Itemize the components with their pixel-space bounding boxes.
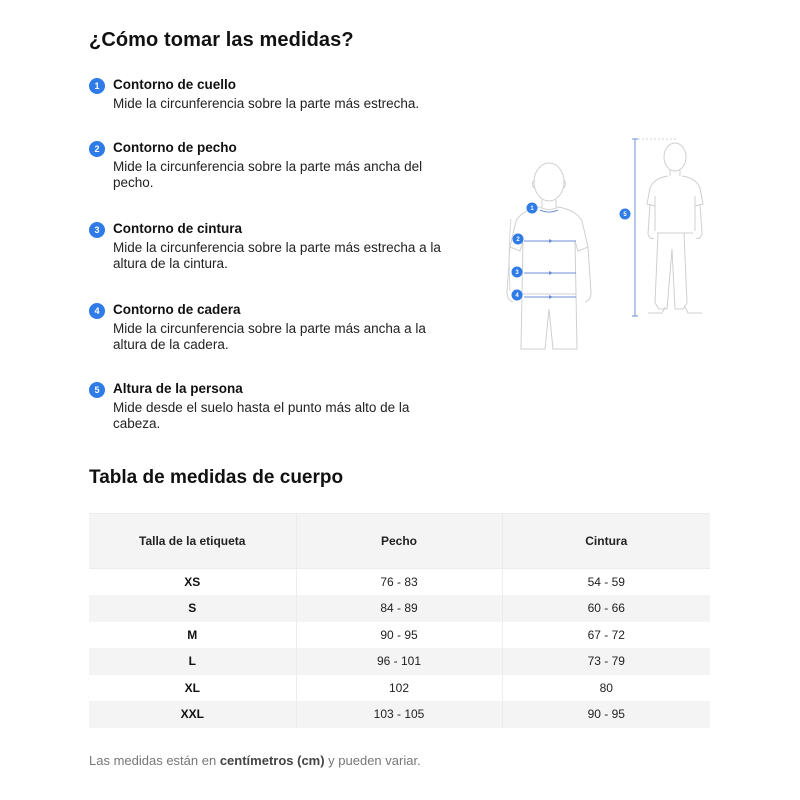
table-row — [89, 569, 710, 596]
table-row — [89, 648, 710, 675]
step-title: Contorno de cintura — [113, 221, 242, 236]
step-description: Mide la circunferencia sobre la parte más estrecha. — [113, 96, 420, 111]
size-cell: XXL — [89, 701, 296, 728]
step-number-badge: 2 — [89, 141, 105, 157]
step-title: Contorno de cuello — [113, 77, 236, 92]
units-footnote — [89, 753, 421, 768]
table-row — [89, 675, 710, 702]
step-description: Mide la circunferencia sobre la parte más ancha a la altura de la cadera. — [113, 321, 426, 352]
how-to-measure-title: ¿Cómo tomar las medidas? — [89, 29, 354, 51]
size-cell: L — [89, 648, 296, 675]
step-description: Mide la circunferencia sobre la parte más estrecha a la altura de la cintura. — [113, 240, 441, 271]
footnote-prefix: Las medidas están en — [89, 753, 220, 768]
size-cell: S — [89, 595, 296, 622]
table-header-row — [89, 514, 710, 569]
svg-text:1: 1 — [530, 206, 534, 212]
waist-cell: 54 - 59 — [502, 569, 710, 596]
measurement-illustration — [500, 130, 730, 360]
waist-cell: 80 — [502, 675, 710, 702]
table-row — [89, 701, 710, 728]
footnote-units: centímetros (cm) — [219, 753, 325, 768]
chest-cell: 103 - 105 — [296, 701, 502, 728]
table-row — [89, 622, 710, 649]
step-description: Mide desde el suelo hasta el punto más alto de la cabeza. — [113, 400, 410, 431]
step-number-badge: 4 — [89, 303, 105, 319]
chest-cell: 84 - 89 — [296, 595, 502, 622]
step-title: Altura de la persona — [113, 381, 243, 396]
svg-text:3: 3 — [515, 270, 519, 276]
chest-cell: 102 — [296, 675, 502, 702]
step-title: Contorno de pecho — [113, 140, 237, 155]
size-cell: XS — [89, 569, 296, 596]
header-size-label: Talla de la etiqueta — [89, 514, 296, 569]
step-number-badge: 1 — [89, 78, 105, 94]
size-table-title: Tabla de medidas de cuerpo — [89, 467, 344, 488]
chest-cell: 90 - 95 — [296, 622, 502, 649]
waist-cell: 60 - 66 — [502, 595, 710, 622]
waist-cell: 73 - 79 — [502, 648, 710, 675]
svg-text:4: 4 — [515, 293, 519, 299]
waist-cell: 67 - 72 — [502, 622, 710, 649]
chest-cell: 96 - 101 — [296, 648, 502, 675]
table-row — [89, 595, 710, 622]
waist-cell: 90 - 95 — [502, 701, 710, 728]
size-table — [89, 513, 710, 728]
size-cell: M — [89, 622, 296, 649]
body-figures-icon — [500, 130, 730, 360]
size-cell: XL — [89, 675, 296, 702]
step-title: Contorno de cadera — [113, 302, 241, 317]
svg-text:2: 2 — [516, 237, 520, 243]
step-number-badge: 5 — [89, 382, 105, 398]
svg-text:5: 5 — [623, 212, 627, 218]
step-description: Mide la circunferencia sobre la parte más ancha del pecho. — [113, 159, 423, 190]
chest-cell: 76 - 83 — [296, 569, 502, 596]
step-number-badge: 3 — [89, 222, 105, 238]
footnote-suffix: y pueden variar. — [324, 753, 421, 768]
header-waist: Cintura — [502, 514, 710, 569]
header-chest: Pecho — [296, 514, 502, 569]
